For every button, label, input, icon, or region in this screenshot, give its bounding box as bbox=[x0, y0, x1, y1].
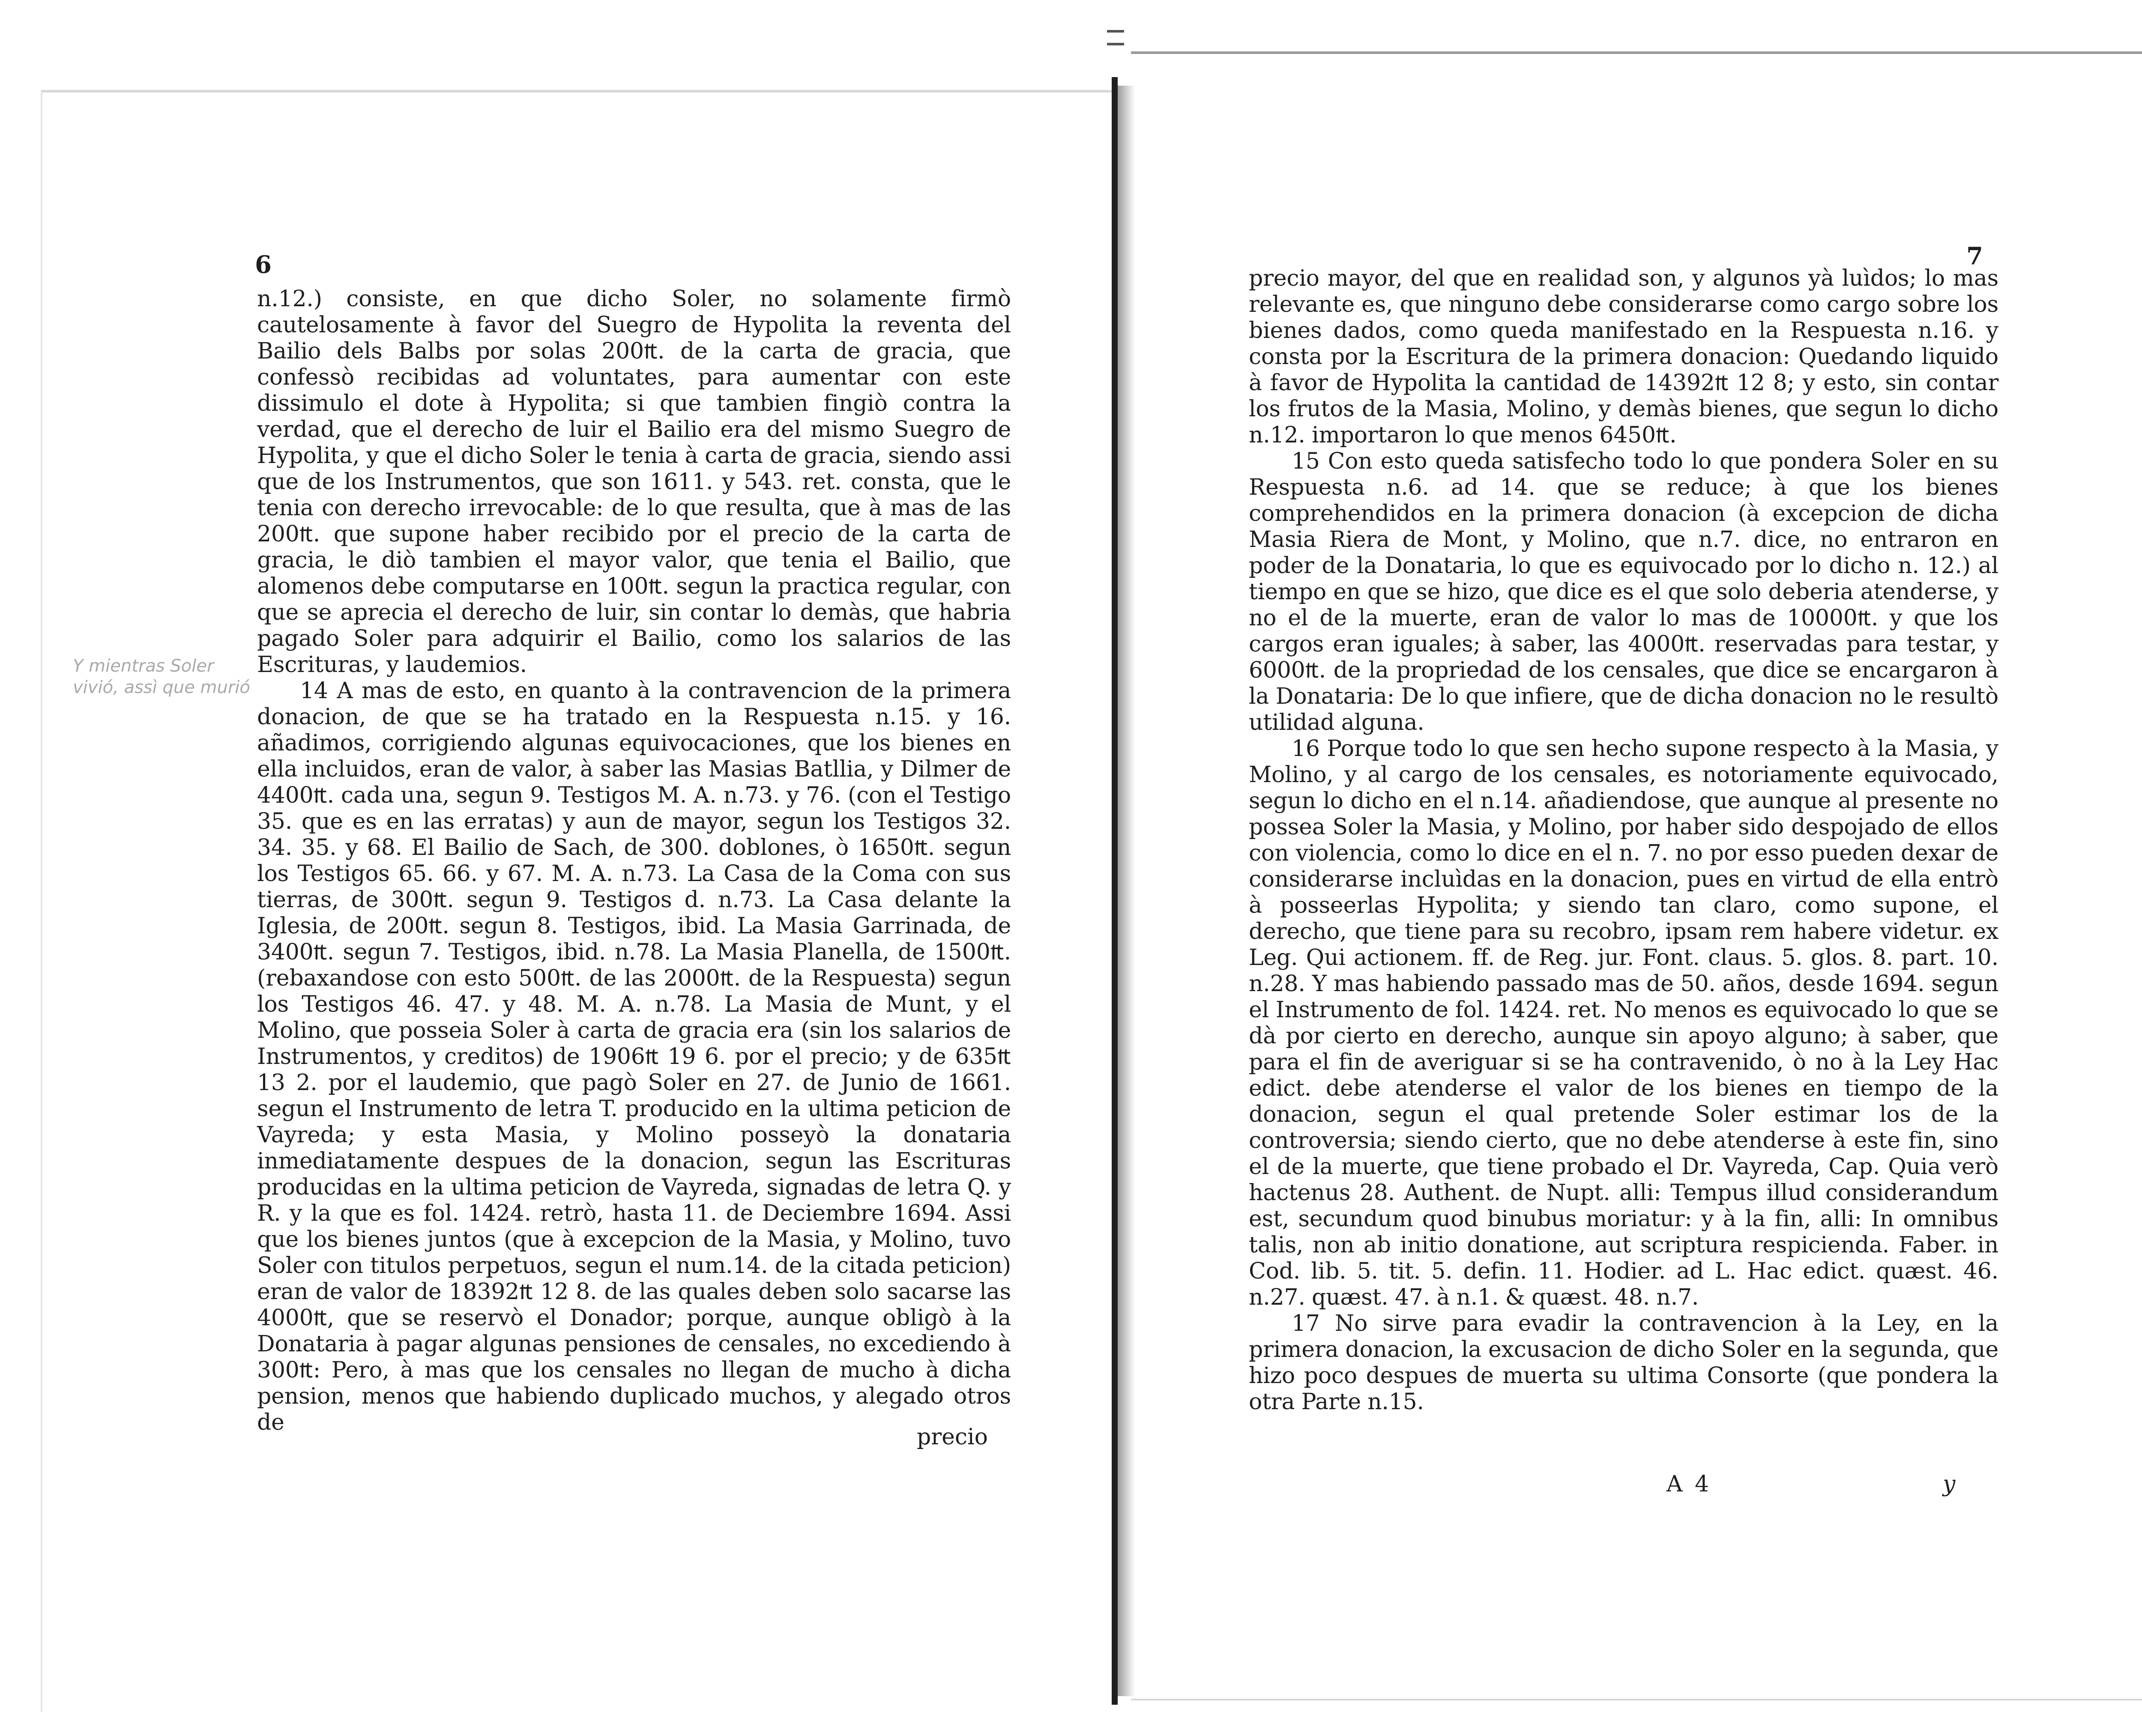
gutter-mark-top bbox=[1107, 30, 1124, 33]
paragraph-number: 16 bbox=[1292, 736, 1320, 762]
left-catchword: precio bbox=[917, 1424, 988, 1450]
paragraph-text: A mas de esto, en quanto à la contravencion de la primera donacion, de que se ha tratado en la Respuesta n.15. y 16. añadimos, corrigiendo algunas equivocaciones, que los bienes en ella incluidos, eran de valor, à saber las Masias Batllia, y Dilmer de 4400₶. cada una, segun 9. Testigos M. A. n.73. y 76. (con el Testigo 35. que es en las erratas) y aun de mayor, segun los Testigos 32. 34. 35. y 68. El Bailio de Sach, de 300. doblones, ò 1650₶. segun los Testigos 65. 66. y 67. M. A. n.73. La Casa de la Coma con sus tierras, de 300₶. segun 9. Testigos d. n.73. La Casa delante la Iglesia, de 200₶. segun 8. Testigos, ibid. La Masia Garrinada, de 3400₶. segun 7. Testigos, ibid. n.78. La Masia Planella, de 1500₶. (rebaxandose con esto 500₶. de las 2000₶. de la Respuesta) segun los Testigos 46. 47. y 48. M. A. n.78. La Masia de Munt, y el Molino, que posseia Soler à carta de gracia era (sin los salarios de Instrumentos, y creditos) de 1906₶ 19 6. por el precio; y de 635₶ 13 2. por el laudemio, que pagò Soler en 27. de Junio de 1661. segun el Instrumento de letra T. producido en la ultima peticion de Vayreda; y esta Masia, y Molino posseyò la donataria inmediatamente despues de la donacion, segun las Escrituras producidas en la ultima peticion de Vayreda, signadas de letra Q. y R. y la que es fol. 1424. retrò, hasta 11. de Deciembre 1694. Assi que los bienes juntos (que à excepcion de la Masia, y Molino, tuvo Soler con titulos perpetuos, segun el num.14. de la citada peticion) eran de valor de 18392₶ 12 8. de las quales deben solo sacarse las 4000₶, que se reservò el Donador; porque, aunque obligò à la Donataria à pagar algunas pensiones de censales, no excediendo à 300₶: Pero, à mas que los censales no llegan de mucho à dicha pension, menos que habiendo duplicado muchos, y alegado otros de bbox=[257, 678, 1011, 1435]
paragraph-number: 15 bbox=[1292, 448, 1320, 474]
right-paragraph-continued bbox=[1249, 266, 1998, 448]
signature-mark: A 4 bbox=[1666, 1471, 1712, 1497]
right-page-text bbox=[1249, 266, 1998, 1415]
right-paragraph-16 bbox=[1249, 736, 1998, 1311]
right-catchword: y bbox=[1943, 1471, 1956, 1497]
gutter-shadow bbox=[1118, 86, 1135, 1696]
paragraph-text: n.12.) consiste, en que dicho Soler, no solamente firmò cautelosamente à favor del Suegro de Hypolita la reventa del Bailio dels Balbs por solas 200₶. de la carta de gracia, que confessò recibidas ad voluntates, para aumentar con este dissimulo el dote à Hypolita; si que tambien fingiò contra la verdad, que el derecho de luir el Bailio era del mismo Suegro de Hypolita, y que el dicho Soler le tenia à carta de gracia, siendo assi que de los Instrumentos, que son 1611. y 543. ret. consta, que le tenia con derecho irrevocable: de lo que resulta, que à mas de las 200₶. que supone haber recibido por el precio de la carta de gracia, le diò tambien el mayor valor, que tenia el Bailio, que alomenos debe computarse en 100₶. segun la practica regular, con que se aprecia el derecho de luir, sin contar lo demàs, que habria pagado Soler para adquirir el Bailio, como los salarios de las Escrituras, y laudemios. bbox=[257, 286, 1011, 678]
paragraph-text: Porque todo lo que sen hecho supone respecto à la Masia, y Molino, y al cargo de los censales, es notoriamente equivocado, segun lo dicho en el n.14. añadiendose, que aunque al presente no possea Soler la Masia, y Molino, por haber sido despojado de ellos con violencia, como lo dice en el n. 7. no por esso pueden dexar de considerarse incluìdas en la donacion, pues en virtud de ella entrò à posseerlas Hypolita; y siendo tan claro, como supone, el derecho, que tiene para su recobro, ipsam rem habere videtur. ex Leg. Qui actionem. ff. de Reg. jur. Font. claus. 5. glos. 8. part. 10. n.28. Y mas habiendo passado mas de 50. años, desde 1694. segun el Instrumento de fol. 1424. ret. No menos es equivocado lo que se dà por cierto en derecho, aunque sin apoyo alguno; à saber, que para el fin de averiguar si se ha contravenido, ò no à la Ley Hac edict. debe atenderse el valor de los bienes en tiempo de la donacion, segun el qual pretende Soler estimar los de la controversia; siendo cierto, que no debe atenderse à este fin, sino el de la muerte, que tiene probado el Dr. Vayreda, Cap. Quia verò hactenus 28. Authent. de Nupt. alli: Tempus illud considerandum est, secundum quod binubus moriatur: y à la fin, alli: In omnibus talis, non ab initio donatione, aut scriptura respicienda. Faber. in Cod. lib. 5. tit. 5. defin. 11. Hodier. ad L. Hac edict. quæst. 46. n.27. quæst. 47. à n.1. & quæst. 48. n.7. bbox=[1249, 736, 1998, 1310]
marginal-handwritten-note: Y mientras Soler vivió, assì que murió bbox=[73, 656, 250, 697]
left-paragraph-continued bbox=[257, 286, 1011, 678]
left-paragraph-14 bbox=[257, 678, 1011, 1436]
book-gutter bbox=[1112, 77, 1118, 1705]
right-paragraph-15 bbox=[1249, 448, 1998, 736]
paragraph-text: Con esto queda satisfecho todo lo que pondera Soler en su Respuesta n.6. ad 14. que se reduce; à que los bienes comprehendidos en la primera donacion (à excepcion de dicha Masia Riera de Mont, y Molino, que n.7. dice, no entraron en poder de la Donataria, lo que es equivocado por lo dicho n. 12.) al tiempo en que se hizo, que dice es el que solo deberia atenderse, y no el de la muerte, eran de valor lo mas de 10000₶. y que los cargos eran iguales; à saber, las 4000₶. reservadas para testar, y 6000₶. de la propriedad de los censales, que dice se encargaron à la Donataria: De lo que infiere, que de dicha donacion no le resultò utilidad alguna. bbox=[1249, 448, 1998, 735]
left-page-number: 6 bbox=[255, 251, 272, 279]
paragraph-number: 17 bbox=[1292, 1311, 1320, 1336]
right-page-number: 7 bbox=[1966, 242, 1983, 270]
paragraph-text: precio mayor, del que en realidad son, y algunos yà luìdos; lo mas relevante es, que ninguno debe considerarse como cargo sobre los bienes dados, como queda manifestado en la Respuesta n.16. y consta por la Escritura de la primera donacion: Quedando liquido à favor de Hypolita la cantidad de 14392₶ 12 8; y esto, sin contar los frutos de la Masia, Molino, y demàs bienes, que segun lo dicho n.12. importaron lo que menos 6450₶. bbox=[1249, 266, 1998, 448]
paragraph-text: No sirve para evadir la contravencion à la Ley, en la primera donacion, la excusacion de dicho Soler en la segunda, que hizo poco despues de muerta su ultima Consorte (que pondera la otra Parte n.15. bbox=[1249, 1311, 1998, 1415]
left-page-text bbox=[257, 256, 1011, 1436]
right-paragraph-17 bbox=[1249, 1311, 1998, 1415]
paragraph-number: 14 bbox=[300, 678, 328, 704]
gutter-mark-second bbox=[1107, 43, 1124, 45]
